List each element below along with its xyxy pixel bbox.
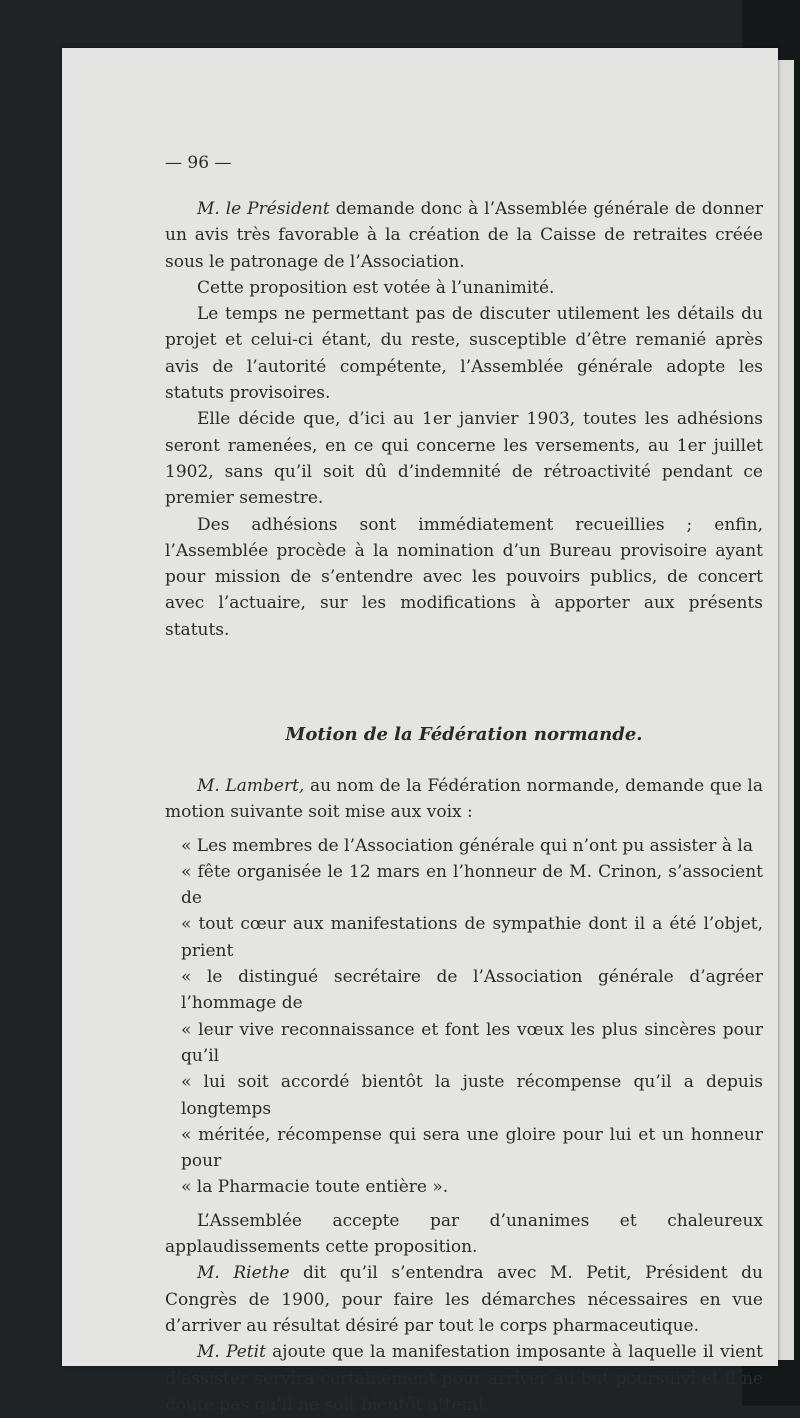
motion-quote bbox=[165, 833, 763, 1201]
paragraphs-motion bbox=[165, 773, 763, 1418]
page-number: — 96 — bbox=[165, 153, 232, 173]
paragraphs-before-motion bbox=[165, 196, 763, 643]
speaker-name: M. Lambert, bbox=[197, 776, 305, 796]
motion-line: « fête organisée le 12 mars en l’honneur de M. Crinon, s’associent de bbox=[181, 861, 763, 909]
book-page bbox=[62, 48, 778, 1415]
paragraph-bureau: Des adhésions sont immédiatement recueillies ; enfin, l’Assemblée procède à la nomination d’un Bureau provisoire ayant pour mission de s’entendre avec les pouvoirs publics, de concert avec l’actuaire, sur les modifications à apporter aux présents statuts. bbox=[165, 514, 763, 640]
paragraph-text: au nom de la Fédération normande, demande que la motion suivante soit mise aux voix : bbox=[165, 776, 763, 823]
speaker-name: M. le Président bbox=[197, 199, 330, 219]
motion-line: « méritée, récompense qui sera une gloire pour lui et un honneur pour bbox=[181, 1124, 763, 1172]
paragraph-riethe bbox=[165, 1260, 763, 1339]
paragraph-petit bbox=[165, 1339, 763, 1418]
paragraph-dates: Elle décide que, d’ici au 1er janvier 1903, toutes les adhésions seront ramenées, en ce qui concerne les versements, au 1er juillet 1902, sans qu’il soit dû d’indemnité de rétroactivité pendant ce premier semestre. bbox=[165, 409, 763, 509]
paragraph-vote: Cette proposition est votée à l’unanimité. bbox=[197, 277, 555, 298]
motion-line: « le distingué secrétaire de l’Association générale d’agréer l’hommage de bbox=[181, 967, 763, 1014]
speaker-name: M. Riethe bbox=[197, 1263, 290, 1284]
paragraph-lambert bbox=[165, 773, 763, 826]
paragraph-text: demande donc à l’Assemblée générale de donner un avis très favorable à la création de la Caisse de retraites créée sous le patronage de l’Association. bbox=[165, 199, 763, 272]
speaker-name: M. Petit bbox=[197, 1342, 266, 1363]
spacer bbox=[165, 1201, 763, 1208]
paragraph-text: ajoute que la manifestation imposante à laquelle il vient d’assister servira certainement pour arriver au but poursuivi et il ne doute pas qu’il ne soit bientôt atteint. bbox=[165, 1342, 763, 1415]
spacer bbox=[165, 826, 763, 833]
paragraph-text: dit qu’il s’entendra avec M. Petit, Président du Congrès de 1900, pour faire les démarches nécessaires en vue d’arriver au résultat désiré par tout le corps pharmaceutique. bbox=[165, 1263, 763, 1336]
motion-line: « lui soit accordé bientôt la juste récompense qu’il a depuis longtemps bbox=[181, 1072, 763, 1119]
motion-line: « Les membres de l’Association générale qui n’ont pu assister à la bbox=[181, 835, 753, 856]
paragraph-statutes: Le temps ne permettant pas de discuter utilement les détails du projet et celui-ci étant, du reste, susceptible d’être remanié après avis de l’autorité compétente, l’Assemblée générale adopte les statuts provisoires. bbox=[165, 304, 763, 404]
motion-line: « tout cœur aux manifestations de sympathie dont il a été l’objet, prient bbox=[181, 914, 763, 961]
paragraph-acceptance: L’Assemblée accepte par d’unanimes et chaleureux applaudissements cette proposition. bbox=[165, 1210, 763, 1258]
motion-line: « leur vive reconnaissance et font les vœux les plus sincères pour qu’il bbox=[181, 1019, 763, 1066]
paragraph-president bbox=[165, 196, 763, 275]
next-page-edge bbox=[776, 60, 794, 1360]
motion-line: « la Pharmacie toute entière ». bbox=[181, 1177, 449, 1198]
section-heading: Motion de la Fédération normande. bbox=[285, 724, 643, 745]
